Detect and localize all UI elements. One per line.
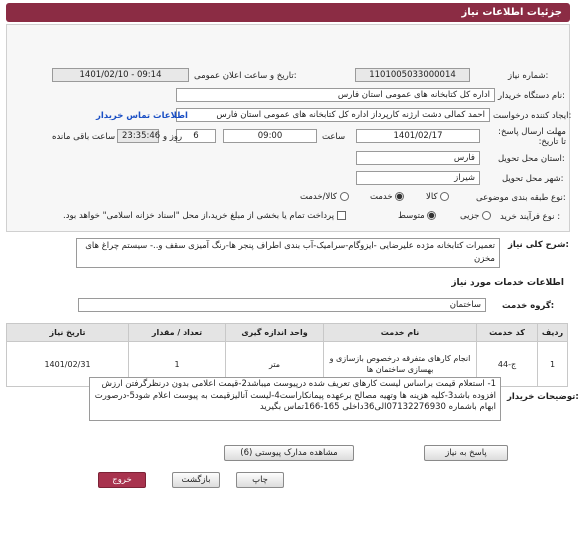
print-button[interactable]: چاپ	[236, 472, 284, 488]
radio-medium[interactable]	[427, 211, 436, 220]
page-title: جزئیات اطلاعات نیاز	[6, 3, 570, 22]
city-label: شهر محل تحویل:	[502, 174, 564, 184]
exit-button[interactable]: خروج	[98, 472, 146, 488]
city-field: شیراز	[356, 171, 480, 185]
service-group-label: گروه خدمت:	[502, 301, 555, 311]
process-option-minor[interactable]	[460, 211, 491, 221]
buyer-field: اداره کل کتابخانه های عمومی استان فارس	[176, 88, 495, 102]
col-service-name: نام خدمت	[324, 324, 477, 342]
category-service-text: خدمت	[370, 192, 393, 202]
col-need-date: تاریخ نیاز	[7, 324, 129, 342]
cell-unit: متر	[226, 342, 324, 387]
process-label: نوع فرآیند خرید :	[500, 212, 561, 222]
view-attachments-button[interactable]: مشاهده مدارک پیوستی (6)	[224, 445, 354, 461]
cell-service-code: ج-44	[477, 342, 538, 387]
province-field: فارس	[356, 151, 480, 165]
announce-date-field: 1401/02/10 - 09:14	[52, 68, 189, 82]
need-number-field: 1101005033000014	[355, 68, 470, 82]
category-goods-service-text: کالا/خدمت	[300, 192, 337, 202]
summary-label: شرح کلی نیاز:	[508, 240, 569, 250]
category-option-goods-service[interactable]	[300, 192, 349, 202]
category-goods-text: کالا	[426, 192, 438, 202]
creator-label: ایجاد کننده درخواست:	[493, 111, 572, 121]
cell-service-name: انجام کارهای متفرقه درخصوص بازسازی و بهسازی ساختمان ها	[324, 342, 477, 387]
treasury-checkbox[interactable]	[337, 211, 346, 220]
radio-service[interactable]	[395, 192, 404, 201]
category-option-service[interactable]	[370, 192, 404, 202]
deadline-date-field: 1401/02/17	[356, 129, 480, 143]
remaining-time-label: ساعت باقی مانده	[52, 132, 116, 142]
service-group-field: ساختمان	[78, 298, 486, 312]
province-label: استان محل تحویل:	[498, 154, 565, 164]
buyer-contact-link[interactable]: اطلاعات تماس خریدار	[96, 111, 188, 121]
radio-goods[interactable]	[440, 192, 449, 201]
cell-need-date: 1401/02/31	[7, 342, 129, 387]
radio-goods-service[interactable]	[340, 192, 349, 201]
deadline-label: مهلت ارسال پاسخ: تا تاریخ:	[498, 127, 566, 147]
deadline-time-field: 09:00	[223, 129, 317, 143]
buyer-notes-text: 1- استعلام قیمت براساس لیست کارهای تعریف شده درپیوست میباشد2-قیمت اعلامی بدون درنظرگرفتن ارزش افزوده باشد3-کلیه هزینه ها وتهیه مصالح برعهده پیمانکاراست4-لیست آنالیزقیمت به پیوست اعلام شود5-درصورت ابهام باشماره 07132276930الی36داخلی 165-166تماس بگیرید	[89, 377, 501, 421]
col-row: ردیف	[538, 324, 568, 342]
process-minor-text: جزیی	[460, 211, 480, 221]
reply-button[interactable]: پاسخ به نیاز	[424, 445, 508, 461]
buyer-label: نام دستگاه خریدار:	[498, 91, 565, 101]
cell-quantity: 1	[129, 342, 226, 387]
services-header: اطلاعات خدمات مورد نیاز	[451, 278, 564, 288]
process-option-medium[interactable]	[398, 211, 436, 221]
summary-text: تعمیرات کتابخانه مژده علیرضایی -ایزوگام-سرامیک-آب بندی اطراف پنجر ها-رنگ آمیزی سقف و..- سیستم چراغ های مخزن	[76, 238, 500, 268]
col-service-code: کد خدمت	[477, 324, 538, 342]
deadline-time-label: ساعت	[322, 132, 346, 142]
col-quantity: تعداد / مقدار	[129, 324, 226, 342]
remaining-days-label: روز و	[163, 132, 183, 142]
buyer-notes-label: توضیحات خریدار:	[507, 392, 579, 402]
treasury-payment-option[interactable]	[63, 211, 346, 221]
category-label: نوع طبقه بندی موضوعی:	[476, 193, 566, 203]
cell-row: 1	[538, 342, 568, 387]
services-table-header	[7, 324, 568, 342]
remaining-days-field: 6	[176, 129, 216, 143]
process-medium-text: متوسط	[398, 211, 425, 221]
treasury-note: پرداخت تمام یا بخشی از مبلغ خرید،از محل "اسناد خزانه اسلامی" خواهد بود.	[63, 211, 335, 221]
back-button[interactable]: بازگشت	[172, 472, 220, 488]
creator-field: احمد کمالی دشت ارژنه کارپرداز اداره کل کتابخانه های عمومی استان فارس	[176, 108, 490, 122]
col-unit: واحد اندازه گیری	[226, 324, 324, 342]
category-option-goods[interactable]	[426, 192, 449, 202]
announce-date-label: تاریخ و ساعت اعلان عمومی:	[194, 71, 297, 81]
remaining-time-field: 23:35:46	[117, 129, 159, 143]
need-number-label: شماره نیاز:	[508, 71, 549, 81]
radio-minor[interactable]	[482, 211, 491, 220]
